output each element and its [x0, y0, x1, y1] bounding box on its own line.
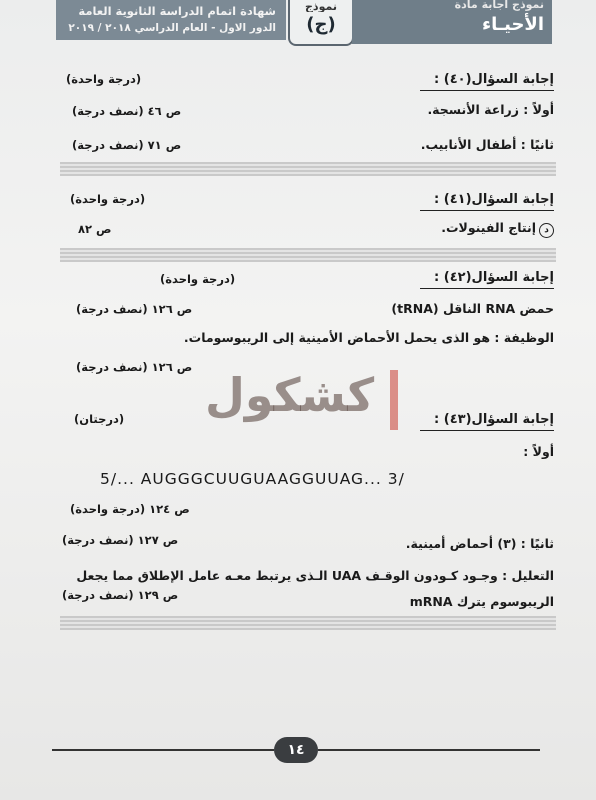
q43-underline [420, 430, 554, 431]
q40-first-ref: ص ٤٦ (نصف درجة) [72, 104, 182, 118]
watermark-bar [390, 370, 398, 430]
q43-first-label: أولاً : [523, 444, 554, 459]
model-letter: (ج) [306, 14, 336, 35]
footer-rule-left [52, 749, 274, 751]
exam-info-banner [56, 0, 286, 40]
section-divider [60, 162, 556, 176]
q40-first-answer: أولاً : زراعة الأنسجة. [427, 102, 554, 117]
q42-function-ref: ص ١٢٦ (نصف درجة) [76, 360, 193, 374]
q41-heading: إجابة السؤال(٤١) : [434, 192, 554, 207]
q42-answer-ref: ص ١٢٦ (نصف درجة) [76, 302, 193, 316]
subject-title: الأحيـاء [481, 14, 544, 35]
q40-second-answer: ثانيًا : أطفال الأنابيب. [420, 137, 554, 152]
q42-heading: إجابة السؤال(٤٢) : [434, 270, 554, 285]
page-number: ١٤ [274, 737, 318, 763]
q42-marks: (درجة واحدة) [160, 272, 236, 286]
watermark-logo: كشكول [205, 368, 375, 422]
exam-title: شهادة اتمام الدراسة الثانوية العامة [78, 4, 276, 18]
model-badge [288, 0, 354, 46]
q41-answer-text: إنتاج الفينولات. [441, 220, 536, 235]
q41-answer [441, 220, 554, 238]
q42-underline [420, 288, 554, 289]
q40-second-ref: ص ٧١ (نصف درجة) [72, 138, 182, 152]
q43-marks: (درجتان) [74, 412, 125, 426]
q41-underline [420, 210, 554, 211]
q40-underline [420, 90, 554, 91]
q43-sequence-ref: ص ١٢٤ (درجة واحدة) [70, 502, 190, 516]
q41-option-circle: د [539, 223, 554, 238]
q42-function: الوظيفة : هو الذى يحمل الأحماض الأمينية إلى الريبوسومات. [183, 330, 554, 345]
section-divider [60, 248, 556, 262]
q40-marks: (درجة واحدة) [66, 72, 142, 86]
page-header [0, 0, 596, 46]
q41-marks: (درجة واحدة) [70, 192, 146, 206]
q43-reason-line1: التعليل : وجـود كـودون الوقـف UAA الـذى يرتبط معـه عامل الإطلاق مما يجعل [76, 568, 554, 583]
q43-second-ref: ص ١٢٧ (نصف درجة) [62, 533, 179, 547]
footer-rule-right [318, 749, 540, 751]
q43-heading: إجابة السؤال(٤٣) : [434, 412, 554, 427]
section-divider [60, 616, 556, 630]
q43-reason-ref: ص ١٢٩ (نصف درجة) [62, 588, 179, 602]
q40-heading: إجابة السؤال(٤٠) : [434, 72, 554, 87]
answer-model-label: نموذج اجابة مادة [454, 0, 544, 11]
exam-session: الدور الاول - العام الدراسي ٢٠١٨ / ٢٠١٩ [68, 22, 276, 34]
q43-mrna-sequence: 5/... AUGGGCUUGUAAGGUUAG... 3/ [100, 470, 405, 488]
q42-answer: حمض RNA الناقل (tRNA) [391, 301, 554, 316]
subject-banner [352, 0, 552, 44]
q43-reason-line2: الريبوسوم يترك mRNA [409, 594, 554, 609]
q41-ref: ص ٨٢ [78, 222, 112, 236]
q43-second-answer: ثانيًا : (٣) أحماض أمينية. [405, 536, 554, 551]
model-label: نموذج [305, 0, 337, 12]
